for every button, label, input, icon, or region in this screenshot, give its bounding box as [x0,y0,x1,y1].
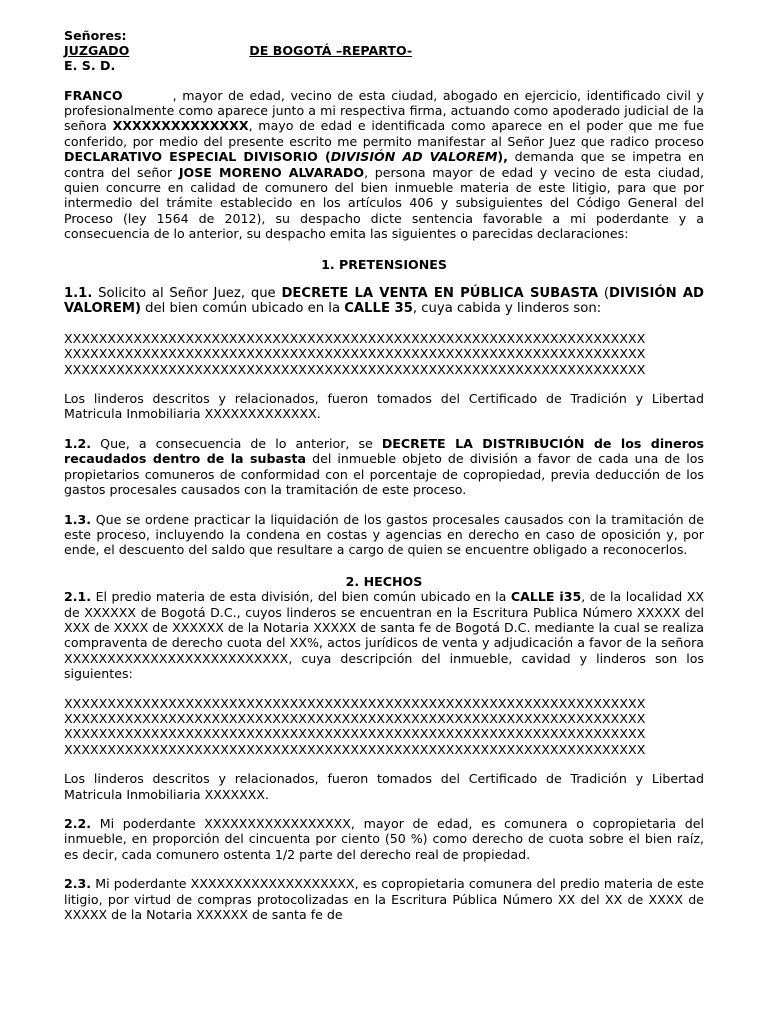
attorney-name: FRANCO [64,87,123,103]
placeholder-line: XXXXXXXXXXXXXXXXXXXXXXXXXXXXXXXXXXXXXXXXXXXXXXXXXXXXXXXXXXXXXXXXXXX [64,330,646,346]
intro-paragraph: FRANCO , mayor de edad, vecino de esta ciudad, abogado en ejercicio, identificado civil y profesionalmente como aparece junto a mi respectiva firma, actuando como apoderado judicial de la señora XXXXXXXXXXXXXX, mayo de edad e identificada como aparece en el poder que me fue conferido, por medio del presente escrito me permito manifestar al Señor Juez que radico proceso DECLARATIVO ESPECIAL DIVISORIO (DIVISIÓN AD VALOREM), demanda que se impetra en contra del señor JOSE MORENO ALVARADO, persona mayor de edad y vecino de esta ciudad, quien concurre en calidad de comunero del bien inmueble materia de este litigio, para que por intermedio del trámite establecido en los artículos 406 y subsiguientes del Código General del Proceso (ley 1564 de 2012), su despacho dicte sentencia favorable a mi poderdante y a consecuencia de lo anterior, su despacho emita las siguientes o parecidas declaraciones: [64,87,704,242]
client-name: XXXXXXXXXXXXXX [112,118,249,134]
placeholder-line: XXXXXXXXXXXXXXXXXXXXXXXXXXXXXXXXXXXXXXXXXXXXXXXXXXXXXXXXXXXXXXXXXXX [64,346,646,362]
paragraph-2-2: 2.2. Mi poderdante XXXXXXXXXXXXXXXXX, mayor de edad, es comunera o copropietaria del inmueble, en proporción del cincuenta por ciento (50 %) como derecho de cuota sobre el bien raíz, es decir, cada comunero ostenta 1/2 parte del derecho real de propiedad. [64,815,704,862]
placeholder-line: XXXXXXXXXXXXXXXXXXXXXXXXXXXXXXXXXXXXXXXXXXXXXXXXXXXXXXXXXXXXXXXXXXX [64,710,646,726]
defendant-name: JOSE MORENO ALVARADO [178,164,365,180]
addressee-block [64,28,704,74]
paragraph-2-3: 2.3. Mi poderdante XXXXXXXXXXXXXXXXXXX, es copropietaria comunera del predio materia de este litigio, por virtud de compras protocolizadas en la Escritura Pública Número XX del XX de XXXX de XXXXX de la Notaria XXXXXX de santa fe de [64,876,704,922]
section-title-hechos: 2. HECHOS [345,573,423,589]
greeting: Señores: [64,28,127,43]
placeholder-line: XXXXXXXXXXXXXXXXXXXXXXXXXXXXXXXXXXXXXXXXXXXXXXXXXXXXXXXXXXXXXXXXXXX [64,695,646,711]
paragraph-1-3: 1.3. Que se ordene practicar la liquidación de los gastos procesales causados con la tramitación de este proceso, incluyendo la condena en costas y agencias en derecho en caso de oposición y, por ende, el descuento del saldo que resultare a cargo de quien se encuentre obligado a reconocerlos. [64,511,704,558]
court-name: JUZGADO [64,43,130,59]
linderos-note-1: Los linderos descritos y relacionados, fueron tomados del Certificado de Tradición y Libertad Matricula Inmobiliaria XXXXXXXXXXXXX. [64,391,704,422]
section-title-pretensiones: 1. PRETENSIONES [321,256,447,272]
placeholder-line: XXXXXXXXXXXXXXXXXXXXXXXXXXXXXXXXXXXXXXXXXXXXXXXXXXXXXXXXXXXXXXXXXXX [64,741,646,757]
court-city: DE BOGOTÁ –REPARTO- [249,43,413,59]
esd-line: E. S. D. [64,58,116,74]
placeholder-line: XXXXXXXXXXXXXXXXXXXXXXXXXXXXXXXXXXXXXXXXXXXXXXXXXXXXXXXXXXXXXXXXXXX [64,726,646,742]
paragraph-1-2: 1.2. Que, a consecuencia de lo anterior, se DECRETE LA DISTRIBUCIÓN de los dineros recaudados dentro de la subasta del inmueble objeto de división a favor de cada una de los propietarios comuneros de conformidad con el porcentaje de copropiedad, previa deducción de los gastos procesales causados con la tramitación de este proceso. [64,435,705,498]
boundaries-placeholder-2 [64,696,704,758]
document-page [64,0,704,922]
court-line [64,43,704,58]
linderos-note-2: Los linderos descritos y relacionados, fueron tomados del Certificado de Tradición y Libertad Matricula Inmobiliaria XXXXXXX. [64,771,704,802]
placeholder-line: XXXXXXXXXXXXXXXXXXXXXXXXXXXXXXXXXXXXXXXXXXXXXXXXXXXXXXXXXXXXXXXXXXX [64,361,646,377]
process-type: DECLARATIVO ESPECIAL DIVISORIO ( [64,149,331,165]
paragraph-1-1: 1.1. Solicito al Señor Juez, que DECRETE LA VENTA EN PÚBLICA SUBASTA (DIVISIÓN AD VALOREM) del bien común ubicado en la CALLE 35, cuya cabida y linderos son: [64,286,704,317]
boundaries-placeholder-1 [64,331,704,377]
process-type-italic: DIVISIÓN AD VALOREM [330,149,498,165]
paragraph-2-1: 2.1. El predio materia de esta división, del bien común ubicado en la CALLE i35, de la localidad XX de XXXXXX de Bogotá D.C., cuyos linderos se encuentran en la Escritura Publica Número XXXXX del XXX de XXXX de XXXXXX de la Notaria XXXXX de santa fe de Bogotá D.C. mediante la cual se realiza compraventa de derecho cuota del XX%, actos jurídicos de venta y adjudicación a favor de la señora XXXXXXXXXXXXXXXXXXXXXXXXXX, cuya descripción del inmueble, cavidad y linderos son los siguientes: [64,589,704,682]
